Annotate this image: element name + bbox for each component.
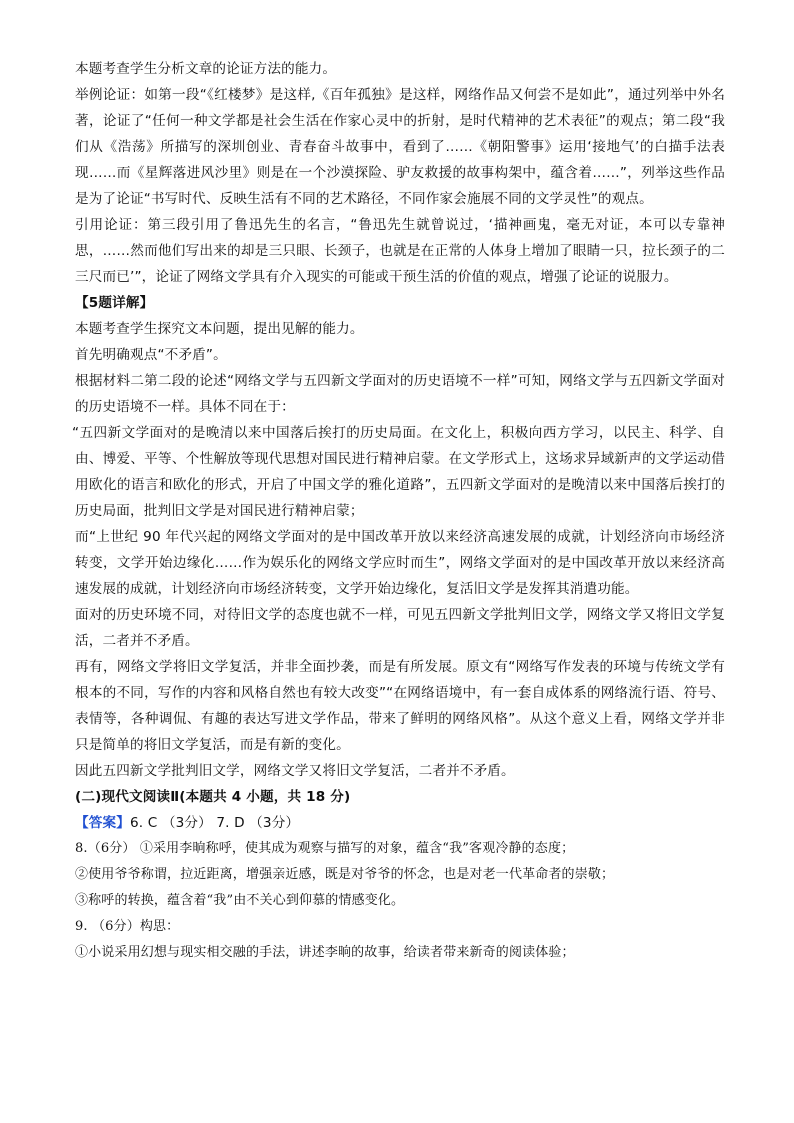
paragraph-quotation-argument: 引用论证：第三段引用了鲁迅先生的名言，“鲁迅先生就曾说过，‘描神画鬼，毫无对证，本可以专靠神思，……然而他们写出来的却是三只眼、长颈子，也就是在正常的人体身上增加了眼睛一只，拉长颈子的二三尺而已’”，论证了网络文学具有介入现实的可能或干预生活的价值的观点，增强了论证的说服力。 — [75, 217, 725, 285]
question-9-line-1: 9. （6分）构思： — [75, 919, 180, 934]
paragraph-example-argument: 举例论证：如第一段“《红楼梦》是这样,《百年孤独》是这样，网络作品又何尝不是如此”，通过列举中外名著，论证了“任何一种文学都是社会生活在作家心灵中的折射，是时代精神的艺术表征”的观点；第二段“我们从《浩荡》所描写的深圳创业、青春奋斗故事中，看到了……《朝阳警事》运用‘接地气’的白描手法表现……而《星辉落进风沙里》则是在一个沙漠探险、驴友救援的故事构架中，蕴含着……”，列举这些作品是为了论证“书写时代、反映生活有不同的艺术路径，不同作家会施展不同的文学灵性”的观点。 — [75, 87, 725, 207]
question-5-heading: 【5题详解】 — [75, 295, 154, 311]
paragraph-q5-may-fourth: “五四新文学面对的是晚清以来中国落后挨打的历史局面。在文化上，积极向西方学习，以民主、科学、自由、博爱、平等、个性解放等现代思想对国民进行精神启蒙。在文学形式上，这场求异域新声的文学运动借用欧化的语言和欧化的形式，开启了中国文学的雅化道路”，五四新文学面对的是晚清以来中国落后挨打的历史局面，批判旧文学是对国民进行精神启蒙； — [72, 425, 725, 519]
answer-text: 6. C （3分） 7. D （3分） — [129, 815, 300, 831]
paragraph-q5-network-literature: 而“上世纪 90 年代兴起的网络文学面对的是中国改革开放以来经济高速发展的成就，计划经济向市场经济转变，文学开始边缘化……作为娱乐化的网络文学应时而生”，网络文学面对的是中国改革开放以来经济高速发展的成就，计划经济向市场经济转变，文学开始边缘化，复活旧文学是发挥其消遣功能。 — [75, 529, 725, 597]
question-8-line-2: ②使用爷爷称谓，拉近距离，增强亲近感，既是对爷爷的怀念，也是对老一代革命者的崇敬； — [75, 867, 615, 882]
question-9-line-2: ①小说采用幻想与现实相交融的手法，讲述李晌的故事，给读者带来新奇的阅读体验； — [75, 945, 575, 960]
paragraph-q5-comparison: 面对的历史环境不同，对待旧文学的态度也就不一样，可见五四新文学批判旧文学，网络文学又将旧文学复活，二者并不矛盾。 — [75, 607, 725, 649]
answer-line — [75, 810, 725, 836]
section-title: (二)现代文阅读Ⅱ(本题共 4 小题，共 18 分) — [75, 789, 351, 805]
document-body — [72, 56, 725, 966]
paragraph-q5-viewpoint: 首先明确观点“不矛盾”。 — [75, 347, 227, 363]
question-8-line-3: ③称呼的转换，蕴含着“我”由不关心到仰慕的情感变化。 — [75, 893, 405, 908]
paragraph-q5-intro: 本题考查学生探究文本问题，提出见解的能力。 — [75, 321, 364, 337]
paragraph-q5-basis: 根据材料二第二段的论述“网络文学与五四新文学面对的历史语境不一样”可知，网络文学与五四新文学面对的历史语境不一样。具体不同在于： — [75, 373, 725, 415]
paragraph-q5-development: 再有，网络文学将旧文学复活，并非全面抄袭，而是有所发展。原文有“网络写作发表的环境与传统文学有根本的不同，写作的内容和风格自然也有较大改变”“在网络语境中，有一套自成体系的网络流行语、符号、表情等，各种调侃、有趣的表达写进文学作品，带来了鲜明的网络风格”。从这个意义上看，网络文学并非只是简单的将旧文学复活，而是有新的变化。 — [75, 659, 725, 753]
paragraph-intro: 本题考查学生分析文章的论证方法的能力。 — [75, 61, 337, 77]
answer-label: 【答案】 — [75, 815, 130, 831]
paragraph-q5-conclusion: 因此五四新文学批判旧文学，网络文学又将旧文学复活，二者并不矛盾。 — [75, 763, 515, 779]
question-8-line-1: 8.（6分） ①采用李晌称呼，使其成为观察与描写的对象，蕴含“我”客观冷静的态度； — [75, 841, 575, 856]
